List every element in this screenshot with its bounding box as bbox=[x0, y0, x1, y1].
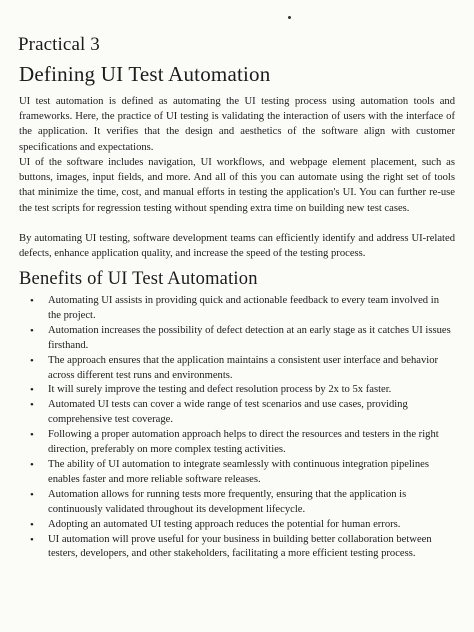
list-item bbox=[29, 488, 454, 518]
list-item-text: The ability of UI automation to integrate seamlessly with continuous integration pipelines enables faster and more reliable software releases. bbox=[48, 458, 429, 485]
bullet-icon: • bbox=[30, 429, 34, 442]
list-item-text: The approach ensures that the application maintains a consistent user interface and behavior across different test runs and environments. bbox=[48, 354, 439, 381]
bullet-icon: • bbox=[30, 518, 34, 531]
list-item bbox=[29, 428, 454, 458]
practical-heading: Practical 3 bbox=[18, 34, 100, 55]
benefits-list bbox=[29, 294, 454, 562]
bullet-icon: • bbox=[30, 324, 34, 337]
list-item-text: UI automation will prove useful for your business in building better collaboration between testers, developers, and other stakeholders, facilitating a more efficient testing process. bbox=[48, 533, 432, 560]
list-item bbox=[29, 398, 454, 428]
paragraph-scope: UI of the software includes navigation, UI workflows, and webpage element placement, such as buttons, images, input fields, and more. And all of this you can automate using the right set of tools that minimize the time, cost, and manual efforts in testing the application's UI. You can further re-use the test scripts for regression testing without spending extra time on building new test cases. bbox=[19, 157, 455, 214]
bullet-icon: • bbox=[30, 354, 34, 367]
list-item-text: Automated UI tests can cover a wide range of test scenarios and use cases, providing comprehensive test coverage. bbox=[48, 399, 408, 426]
list-item-text: Following a proper automation approach helps to direct the resources and testers in the right direction, preferably on more complex testing activities. bbox=[48, 429, 439, 456]
benefits-heading: Benefits of UI Test Automation bbox=[19, 269, 258, 289]
list-item bbox=[29, 383, 454, 398]
list-item-text: Automation increases the possibility of defect detection at an early stage as it catches UI issues firsthand. bbox=[48, 324, 451, 351]
list-item bbox=[29, 294, 454, 324]
list-item bbox=[29, 324, 454, 354]
bullet-icon: • bbox=[30, 384, 34, 397]
list-item bbox=[29, 458, 454, 488]
list-item-text: Automation allows for running tests more frequently, ensuring that the application is continuously validated throughout its development lifecycle. bbox=[48, 488, 407, 515]
bullet-icon: • bbox=[30, 533, 34, 546]
section-title: Defining UI Test Automation bbox=[19, 62, 271, 86]
list-item bbox=[29, 354, 454, 384]
list-item-text: Adopting an automated UI testing approach reduces the potential for human errors. bbox=[48, 518, 401, 530]
list-item bbox=[29, 518, 454, 533]
paragraph-definition: UI test automation is defined as automating the UI testing process using automation tools and frameworks. Here, the practice of UI testing is validating the interaction of users with the interface of the application. It verifies that the design and aesthetics of the software align with customer specifications and expectations. bbox=[19, 96, 455, 153]
list-item-text: Automating UI assists in providing quick and actionable feedback to every team involved in the project. bbox=[48, 295, 439, 321]
bullet-icon: • bbox=[30, 488, 34, 501]
bullet-icon: • bbox=[30, 295, 34, 307]
bullet-icon: • bbox=[30, 399, 34, 412]
paragraph-outcome: By automating UI testing, software development teams can efficiently identify and address UI-related defects, enhance application quality, and increase the speed of the testing process. bbox=[19, 233, 455, 260]
list-item-text: It will surely improve the testing and defect resolution process by 2x to 5x faster. bbox=[48, 384, 392, 396]
bullet-icon: • bbox=[30, 458, 34, 471]
list-item bbox=[29, 533, 454, 563]
scan-speck bbox=[288, 16, 291, 19]
